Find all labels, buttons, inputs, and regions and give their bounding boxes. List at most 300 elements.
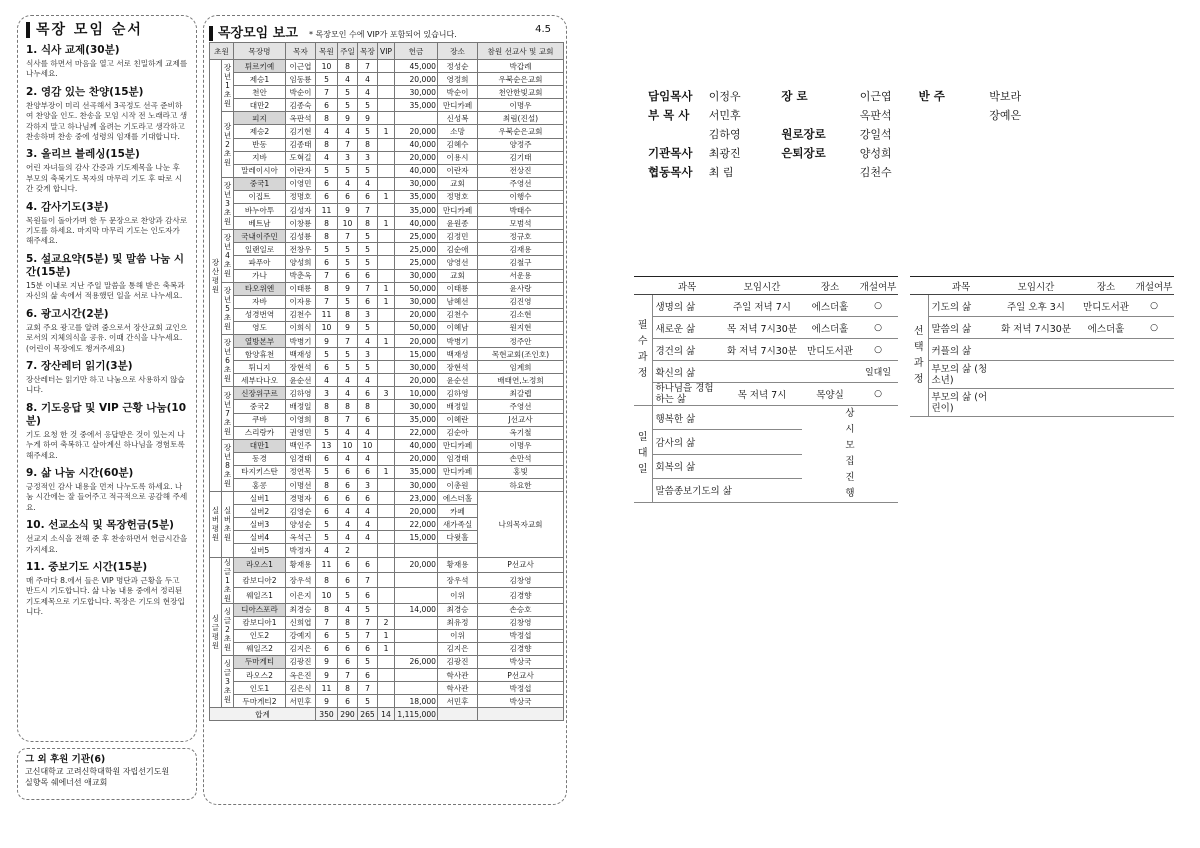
report-row [210, 295, 564, 308]
course-group-label: 일대일 [634, 406, 652, 503]
course-cell: 목 저녁 7시30분 [722, 317, 802, 339]
report-cell-meeting: 8 [358, 217, 378, 230]
report-cell-members: 7 [316, 295, 338, 308]
report-cell-meeting: 6 [358, 588, 378, 603]
course-cell [802, 361, 858, 383]
report-cell-group-name: 대만2 [234, 99, 286, 112]
report-cell-vip [378, 531, 395, 544]
report-cell-vip [378, 505, 395, 518]
report-row [210, 308, 564, 321]
report-cell-missionary: 최갈렙 [478, 387, 564, 400]
report-cell-meeting: 8 [358, 400, 378, 413]
order-item-desc: 식사를 하면서 마음을 열고 서로 친밀하게 교제를 나누세요. [26, 59, 188, 79]
report-cell-place: 정명호 [438, 190, 478, 203]
report-row [210, 190, 564, 203]
report-cell-vip [378, 348, 395, 361]
report-cell-meeting: 6 [358, 669, 378, 682]
report-cell-vip: 1 [378, 629, 395, 642]
meadow-label: 장년8초원 [222, 439, 234, 491]
report-cell-members: 5 [316, 348, 338, 361]
order-item-title: 1. 식사 교제(30분) [26, 44, 120, 56]
order-item-desc: 선교지 소식을 전해 준 후 찬송하면서 헌금시간을 가지세요. [26, 534, 188, 554]
report-cell-offering: 45,000 [395, 60, 438, 73]
course-cell: 부모의 삶 (어린이) [928, 389, 994, 417]
report-cell-offering: 30,000 [395, 295, 438, 308]
order-item-title: 6. 광고시간(2분) [26, 307, 109, 320]
report-cell-sunday: 4 [338, 518, 358, 531]
report-cell-place: 양영선 [438, 256, 478, 269]
report-row [210, 655, 564, 668]
report-cell-vip [378, 321, 395, 334]
report-cell-offering: 35,000 [395, 413, 438, 426]
report-cell-place: 에스더홀 [438, 492, 478, 505]
course-cell: 경건의 삶 [652, 339, 722, 361]
course-cell: 목 저녁 7시 [722, 383, 802, 406]
report-cell-missionary: 김경향 [478, 588, 564, 603]
report-row [210, 374, 564, 387]
report-cell-place: 이혜란 [438, 413, 478, 426]
report-cell-vip [378, 695, 395, 708]
report-col-header: 목장명 [234, 43, 286, 60]
report-cell-group-name: 신장위구르 [234, 387, 286, 400]
course-row [634, 406, 898, 430]
report-cell-offering [395, 572, 438, 587]
report-cell-leader: 배정일 [286, 400, 316, 413]
report-cell-missionary: 김기태 [478, 151, 564, 164]
report-cell-group-name: 성경번역 [234, 308, 286, 321]
report-cell-meeting: 4 [358, 86, 378, 99]
course-row [634, 361, 898, 383]
report-cell-place: 박병기 [438, 334, 478, 347]
course-row [910, 389, 1174, 417]
report-cell-group-name: 쿠바 [234, 413, 286, 426]
report-cell-place: 백재성 [438, 348, 478, 361]
staff-name: 최 림 [708, 165, 734, 179]
report-cell-sunday: 9 [338, 112, 358, 125]
report-cell-group-name: 라오스1 [234, 557, 286, 572]
order-item-desc: 어린 자녀들의 감사 간증과 기도제목을 나눈 후 부모의 축복기도 목자의 마무리 기도 후 따로 시간 갖게 합니다. [26, 163, 183, 194]
support-box [17, 748, 197, 800]
report-cell-place: 만디카페 [438, 465, 478, 478]
report-cell-group-name: 타오위엔 [234, 282, 286, 295]
report-cell-meeting: 7 [358, 282, 378, 295]
report-cell-offering: 40,000 [395, 217, 438, 230]
report-cell-offering [395, 629, 438, 642]
report-row [210, 616, 564, 629]
report-cell-members: 10 [316, 60, 338, 73]
report-cell-missionary: 정주안 [478, 334, 564, 347]
report-cell-sunday: 4 [338, 603, 358, 616]
report-cell-sunday: 5 [338, 361, 358, 374]
report-cell-offering: 35,000 [395, 204, 438, 217]
report-cell-leader: 경명자 [286, 492, 316, 505]
report-cell-leader: 김은식 [286, 682, 316, 695]
report-cell-place: 김하영 [438, 387, 478, 400]
staff-name: 양성희 [859, 146, 892, 160]
report-col-header: 참원 선교사 및 교회 [478, 43, 564, 60]
meadow-label: 장년7초원 [222, 387, 234, 439]
report-cell-members: 8 [316, 282, 338, 295]
report-cell-missionary: 김창영 [478, 616, 564, 629]
report-cell-offering: 23,000 [395, 492, 438, 505]
report-cell-members: 6 [316, 505, 338, 518]
report-cell-vip [378, 73, 395, 86]
report-cell-meeting: 7 [358, 616, 378, 629]
support-line: 고신대학교 고려신학대학원 자립선기도원 [25, 767, 170, 776]
staff-title: 부 목 사 [648, 107, 690, 122]
report-cell-group-name: 디아스포라 [234, 603, 286, 616]
course-cell: 생명의 삶 [652, 295, 722, 317]
report-cell-vip [378, 99, 395, 112]
report-row [210, 243, 564, 256]
report-cell-place: 김지은 [438, 642, 478, 655]
report-cell-sunday: 5 [338, 348, 358, 361]
report-cell-leader: 옥석근 [286, 531, 316, 544]
meadow-label: 싱글1초원 [222, 557, 234, 603]
report-row [210, 282, 564, 295]
report-cell-missionary: 윤사랑 [478, 282, 564, 295]
report-cell-vip [378, 413, 395, 426]
report-cell-leader: 서민후 [286, 695, 316, 708]
report-cell-leader: 이명선 [286, 479, 316, 492]
meadow-label: 싱글3초원 [222, 655, 234, 707]
report-cell-sunday: 8 [338, 682, 358, 695]
report-cell-sunday: 6 [338, 479, 358, 492]
report-cell-place: 이위 [438, 588, 478, 603]
report-cell-offering: 35,000 [395, 99, 438, 112]
course-cell: 에스더홀 [1078, 317, 1134, 339]
report-cell-missionary: 박태수 [478, 204, 564, 217]
order-item [26, 148, 188, 194]
report-cell-missionary: 주영선 [478, 177, 564, 190]
report-cell-sunday: 8 [338, 400, 358, 413]
report-panel [203, 15, 567, 805]
order-item [26, 402, 188, 461]
report-cell-group-name: 반동 [234, 138, 286, 151]
report-cell-missionary: P선교사 [478, 669, 564, 682]
report-cell-offering: 10,000 [395, 387, 438, 400]
report-cell-vip [378, 243, 395, 256]
report-cell-vip [378, 86, 395, 99]
report-cell-leader: 이자용 [286, 295, 316, 308]
report-cell-group-name: 라오스2 [234, 669, 286, 682]
report-cell-missionary: 손승호 [478, 603, 564, 616]
report-row [210, 60, 564, 73]
report-cell-meeting: 4 [358, 518, 378, 531]
report-cell-group-name: 튀니지 [234, 361, 286, 374]
report-cell-offering: 22,000 [395, 426, 438, 439]
report-cell-offering [395, 112, 438, 125]
report-cell-members: 4 [316, 151, 338, 164]
report-cell-offering [395, 616, 438, 629]
report-cell-vip [378, 374, 395, 387]
report-cell-members: 3 [316, 387, 338, 400]
report-cell-meeting: 4 [358, 334, 378, 347]
plain-label: 장산평원 [210, 60, 222, 492]
report-cell-members: 5 [316, 531, 338, 544]
report-cell-offering: 35,000 [395, 190, 438, 203]
report-cell-group-name: 웨일즈2 [234, 642, 286, 655]
report-cell-sunday: 5 [338, 86, 358, 99]
report-cell-group-name: 두마게티 [234, 655, 286, 668]
order-item [26, 86, 188, 143]
meadow-label: 장년3초원 [222, 177, 234, 229]
report-cell-group-name: 스리랑카 [234, 426, 286, 439]
report-cell-meeting: 7 [358, 629, 378, 642]
report-cell-sunday: 4 [338, 426, 358, 439]
report-cell-leader: 김종숙 [286, 99, 316, 112]
report-cell-members: 10 [316, 321, 338, 334]
report-cell-place: 남혜선 [438, 295, 478, 308]
course-header: 개설여부 [858, 277, 898, 295]
report-cell-place: 박순이 [438, 86, 478, 99]
staff-name: 옥판석 [859, 108, 892, 122]
report-cell-meeting: 4 [358, 452, 378, 465]
report-cell-offering: 25,000 [395, 230, 438, 243]
report-cell-place: 황재용 [438, 557, 478, 572]
report-cell-leader: 강예지 [286, 629, 316, 642]
staff-name: 최광진 [708, 146, 741, 160]
report-cell-meeting: 5 [358, 655, 378, 668]
report-cell-vip [378, 479, 395, 492]
report-cell-sunday: 6 [338, 655, 358, 668]
report-cell-members: 4 [316, 125, 338, 138]
report-cell-members: 6 [316, 629, 338, 642]
order-item [26, 519, 188, 555]
report-col-header: 목원 [316, 43, 338, 60]
report-col-header: 목장 [358, 43, 378, 60]
meadow-label: 실버초원 [222, 492, 234, 557]
report-cell-group-name: 웨일즈1 [234, 588, 286, 603]
report-cell-leader: 정연목 [286, 465, 316, 478]
order-item-title: 2. 영감 있는 찬양(15분) [26, 85, 144, 98]
report-cell-place: 서민후 [438, 695, 478, 708]
meadow-label: 장년5초원 [222, 282, 234, 334]
course-cell: 회복의 삶 [652, 454, 802, 478]
report-cell-leader: 박정자 [286, 544, 316, 557]
support-title: 그 외 후원 기관(6) [25, 754, 106, 765]
order-item-title: 10. 선교소식 및 목장헌금(5분) [26, 519, 174, 532]
report-cell-group-name: 실버2 [234, 505, 286, 518]
report-cell-vip: 1 [378, 217, 395, 230]
meadow-label: 장년6초원 [222, 334, 234, 386]
order-item [26, 308, 188, 354]
course-cell: 확신의 삶 [652, 361, 722, 383]
report-cell-offering: 25,000 [395, 256, 438, 269]
report-cell-group-name: 가나 [234, 269, 286, 282]
report-cell-place [438, 544, 478, 557]
report-cell-members: 6 [316, 177, 338, 190]
report-cell-vip [378, 308, 395, 321]
report-cell-meeting: 7 [358, 572, 378, 587]
report-row [210, 669, 564, 682]
meadow-label: 장년2초원 [222, 112, 234, 177]
report-cell-group-name: 천안 [234, 86, 286, 99]
report-cell-meeting: 4 [358, 374, 378, 387]
report-cell-offering: 30,000 [395, 361, 438, 374]
report-row [210, 204, 564, 217]
report-cell-members: 6 [316, 99, 338, 112]
report-cell-leader: 옥판석 [286, 112, 316, 125]
report-cell-leader: 백인주 [286, 439, 316, 452]
report-cell-members: 9 [316, 655, 338, 668]
report-cell-missionary: 우북순은교회 [478, 73, 564, 86]
report-date: 4.5 [535, 24, 551, 35]
report-row [210, 151, 564, 164]
report-cell-offering: 50,000 [395, 321, 438, 334]
meeting-order-list [26, 44, 188, 618]
report-cell-offering: 20,000 [395, 505, 438, 518]
report-cell-place: 이란자 [438, 164, 478, 177]
order-item [26, 467, 188, 513]
staff-name: 김천수 [859, 165, 892, 179]
report-cell-sunday: 6 [338, 572, 358, 587]
report-total-cell: 265 [358, 708, 378, 721]
course-cell [994, 361, 1078, 389]
course-cell [1078, 339, 1134, 361]
report-cell-offering: 20,000 [395, 73, 438, 86]
report-col-header: 목자 [286, 43, 316, 60]
order-item-title: 4. 감사기도(3분) [26, 200, 109, 213]
report-cell-leader: 이창룡 [286, 217, 316, 230]
report-cell-vip [378, 572, 395, 587]
report-table [209, 42, 564, 721]
report-cell-leader: 김기현 [286, 125, 316, 138]
report-cell-place: 영정희 [438, 73, 478, 86]
course-table-required [634, 276, 898, 503]
report-cell-vip [378, 164, 395, 177]
report-cell-missionary: 이행수 [478, 190, 564, 203]
report-cell-missionary: 이명우 [478, 99, 564, 112]
report-cell-group-name: 인도1 [234, 682, 286, 695]
report-cell-meeting: 7 [358, 60, 378, 73]
report-total-cell: 350 [316, 708, 338, 721]
report-cell-group-name: 제승1 [234, 73, 286, 86]
report-cell-leader: 김천수 [286, 308, 316, 321]
staff-title: 기관목사 [648, 145, 693, 160]
report-cell-leader: 김종태 [286, 138, 316, 151]
report-cell-place: 김천수 [438, 308, 478, 321]
report-cell-members: 8 [316, 603, 338, 616]
staff-name: 이정우 [708, 89, 741, 103]
staff-list [648, 86, 1048, 181]
order-item-desc: 장산레터는 읽기만 하고 나눔으로 사용하지 않습니다. [26, 374, 185, 395]
report-cell-leader: 임동룡 [286, 73, 316, 86]
order-item-desc: 15분 이내로 지난 주일 말씀을 통해 받은 축복과 자신의 삶 속에서 적용했던 일을 서로 나누세요. [26, 280, 185, 301]
report-cell-members: 4 [316, 544, 338, 557]
order-item [26, 561, 188, 618]
report-cell-group-name: 두마게티2 [234, 695, 286, 708]
report-cell-group-name: 인도2 [234, 629, 286, 642]
report-cell-vip [378, 60, 395, 73]
report-header [209, 22, 561, 42]
report-cell-meeting: 5 [358, 164, 378, 177]
report-cell-leader: 정명호 [286, 190, 316, 203]
report-cell-meeting: 6 [358, 492, 378, 505]
report-cell-sunday: 4 [338, 452, 358, 465]
report-cell-sunday: 6 [338, 465, 358, 478]
report-cell-missionary: 우북순은교회 [478, 125, 564, 138]
staff-title: 반 주 [918, 88, 945, 103]
report-total-cell: 1,115,000 [395, 708, 438, 721]
report-cell-offering: 20,000 [395, 374, 438, 387]
report-cell-group-name: 실버3 [234, 518, 286, 531]
report-cell-place: 김정민 [438, 230, 478, 243]
report-cell-offering: 22,000 [395, 518, 438, 531]
report-cell-group-name: 세부다나오 [234, 374, 286, 387]
report-cell-sunday: 6 [338, 642, 358, 655]
report-cell-vip: 1 [378, 295, 395, 308]
report-cell-missionary: J선교사 [478, 413, 564, 426]
report-cell-group-name: 열방본부 [234, 334, 286, 347]
staff-row [648, 124, 1048, 143]
report-cell-meeting: 4 [358, 177, 378, 190]
course-header: 과목 [928, 277, 994, 295]
report-row [210, 479, 564, 492]
report-cell-sunday: 5 [338, 164, 358, 177]
report-cell-meeting: 4 [358, 426, 378, 439]
order-item-title: 7. 장산레터 읽기(3분) [26, 359, 133, 372]
report-cell-vip: 2 [378, 616, 395, 629]
course-row [634, 339, 898, 361]
course-group-label: 선택과정 [910, 295, 928, 417]
report-row [210, 629, 564, 642]
report-cell-vip [378, 669, 395, 682]
report-cell-members: 5 [316, 518, 338, 531]
report-cell-leader: 이영민 [286, 177, 316, 190]
report-cell-place: 윤원종 [438, 217, 478, 230]
report-cell-place: 만디카페 [438, 439, 478, 452]
course-group-label: 필수과정 [634, 295, 652, 406]
course-row [634, 383, 898, 406]
staff-name: 장예은 [989, 108, 1022, 122]
course-cell [1134, 361, 1174, 389]
order-item-title: 9. 삶 나눔 시간(60분) [26, 466, 134, 479]
order-item [26, 360, 188, 396]
report-cell-vip: 1 [378, 642, 395, 655]
course-row [910, 295, 1174, 317]
report-cell-meeting: 3 [358, 151, 378, 164]
report-row [210, 112, 564, 125]
report-cell-meeting: 5 [358, 256, 378, 269]
report-col-header: 초원 [210, 43, 234, 60]
report-cell-missionary: 원지현 [478, 321, 564, 334]
report-cell-leader: 임경태 [286, 452, 316, 465]
report-cell-leader: 신희엽 [286, 616, 316, 629]
report-cell-offering: 50,000 [395, 282, 438, 295]
report-cell-sunday: 7 [338, 230, 358, 243]
staff-row [648, 86, 1048, 105]
report-cell-sunday: 4 [338, 531, 358, 544]
report-cell-leader: 황재용 [286, 557, 316, 572]
course-header: 개설여부 [1134, 277, 1174, 295]
course-cell: 말씀종보기도의 삶 [652, 478, 802, 502]
report-cell-missionary: 홍빛 [478, 465, 564, 478]
report-cell-vip [378, 439, 395, 452]
report-cell-group-name: 베트남 [234, 217, 286, 230]
support-line: 실향목 쉐에너선 애교회 [25, 778, 108, 787]
course-cell: 목양실 [802, 383, 858, 406]
report-cell-missionary: 박갑례 [478, 60, 564, 73]
report-cell-missionary: 김소현 [478, 308, 564, 321]
report-cell-members: 8 [316, 479, 338, 492]
report-cell-members: 7 [316, 269, 338, 282]
report-cell-group-name: 캄보디아2 [234, 572, 286, 587]
report-cell-leader: 이희식 [286, 321, 316, 334]
report-cell-sunday: 7 [338, 669, 358, 682]
report-cell-place: 최유정 [438, 616, 478, 629]
course-table-elective [910, 276, 1174, 417]
